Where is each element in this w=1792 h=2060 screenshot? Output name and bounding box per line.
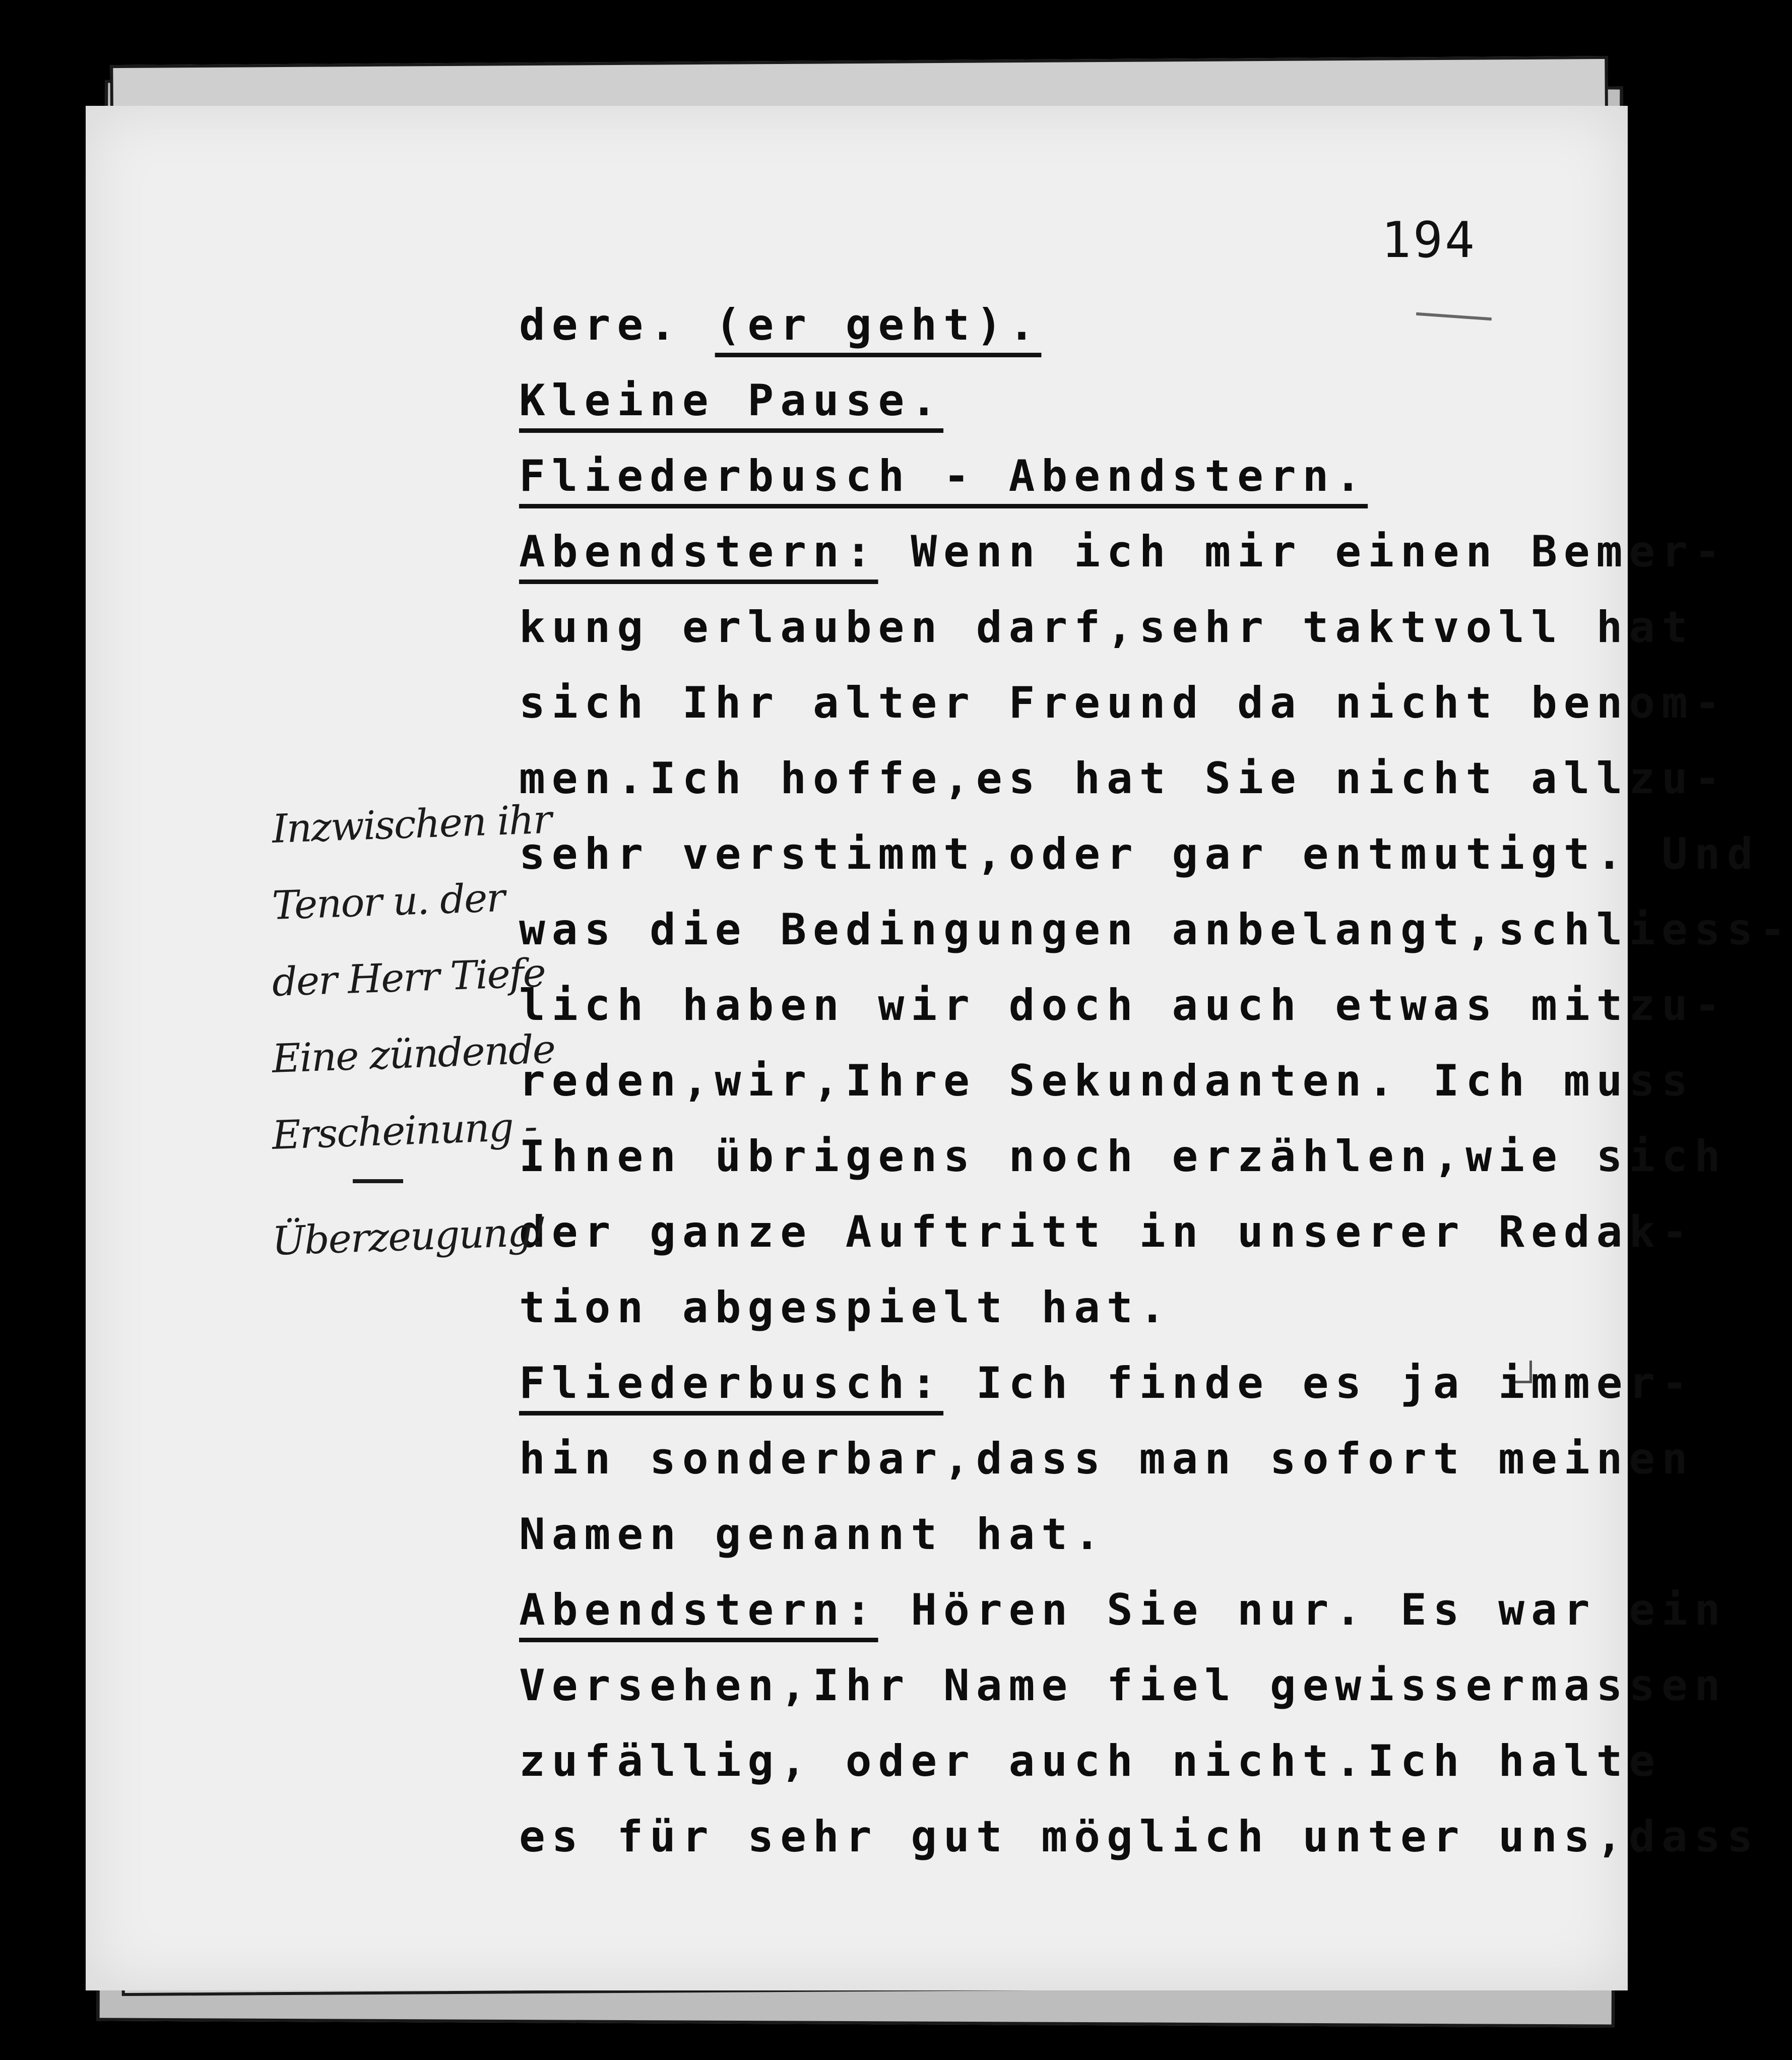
text-line	[519, 514, 1727, 590]
text-line	[519, 1345, 1694, 1421]
line-text: was die Bedingungen anbelangt,schliess-	[519, 905, 1792, 955]
margin-note-line: der Herr Tiefe	[271, 950, 546, 1005]
page-number: 194	[1381, 212, 1477, 269]
margin-note-line: Tenor u. der	[271, 875, 505, 929]
text-line	[519, 1799, 1760, 1875]
text-line	[519, 892, 1792, 968]
speaker-label: Abendstern:	[519, 527, 878, 577]
text-line	[519, 816, 1760, 892]
text-line	[519, 1194, 1694, 1270]
line-text: der ganze Auftritt in unserer Redak-	[519, 1207, 1694, 1257]
text-line	[519, 665, 1727, 741]
text-line	[519, 1270, 1587, 1345]
line-text: Hören Sie nur. Es war ein	[878, 1585, 1727, 1635]
handwritten-margin-note	[271, 791, 571, 1280]
line-text: Ihnen übrigens noch erzählen,wie sich	[519, 1131, 1727, 1182]
speaker-label: Kleine Pause.	[519, 375, 944, 426]
line-text: sehr verstimmt,oder gar entmutigt. Und	[519, 829, 1760, 879]
stage-direction: (er geht).	[715, 300, 1042, 350]
text-line	[519, 287, 1587, 363]
text-line	[519, 1043, 1694, 1119]
text-line	[519, 438, 1587, 514]
text-line	[519, 590, 1694, 665]
line-text: Namen genannt hat.	[519, 1509, 1107, 1560]
line-text: men.Ich hoffe,es hat Sie nicht allzu-	[519, 753, 1727, 804]
line-text: kung erlauben darf,sehr taktvoll hat	[519, 602, 1694, 653]
text-line	[519, 1119, 1727, 1194]
text-line	[519, 1648, 1727, 1723]
text-line	[519, 1497, 1587, 1572]
text-line	[519, 1421, 1694, 1497]
line-text: Wenn ich mir einen Bemer-	[878, 527, 1727, 577]
text-line	[519, 1723, 1662, 1799]
margin-note-line: Überzeugung! -	[271, 1208, 571, 1264]
line-text: dere.	[519, 300, 715, 350]
document-page	[86, 106, 1792, 1990]
speaker-label: Fliederbusch:	[519, 1358, 944, 1408]
line-text: tion abgespielt hat.	[519, 1282, 1172, 1333]
typewritten-text	[519, 287, 1792, 1875]
line-text: hin sonderbar,dass man sofort meinen	[519, 1434, 1694, 1484]
margin-note-line: Erscheinung -	[271, 1104, 538, 1158]
line-text: lich haben wir doch auch etwas mitzu-	[519, 980, 1727, 1031]
line-text: Ich finde es ja immer-	[943, 1358, 1694, 1408]
text-line	[519, 968, 1727, 1043]
line-text: sich Ihr alter Freund da nicht benom-	[519, 678, 1727, 728]
speaker-label: Fliederbusch - Abendstern.	[519, 451, 1368, 501]
text-line	[519, 363, 1587, 438]
text-line	[519, 741, 1727, 816]
line-text: zufällig, oder auch nicht.Ich halte	[519, 1736, 1662, 1786]
margin-note-line: Inzwischen ihr	[271, 797, 552, 852]
speaker-label: Abendstern:	[519, 1585, 878, 1635]
line-text: reden,wir,Ihre Sekundanten. Ich muss	[519, 1056, 1694, 1106]
line-text: Versehen,Ihr Name fiel gewissermassen	[519, 1660, 1727, 1711]
text-line	[519, 1572, 1727, 1648]
note-dash	[353, 1179, 403, 1183]
margin-note-line: Eine zündende	[271, 1026, 556, 1082]
line-text: es für sehr gut möglich unter uns,dass	[519, 1812, 1760, 1862]
